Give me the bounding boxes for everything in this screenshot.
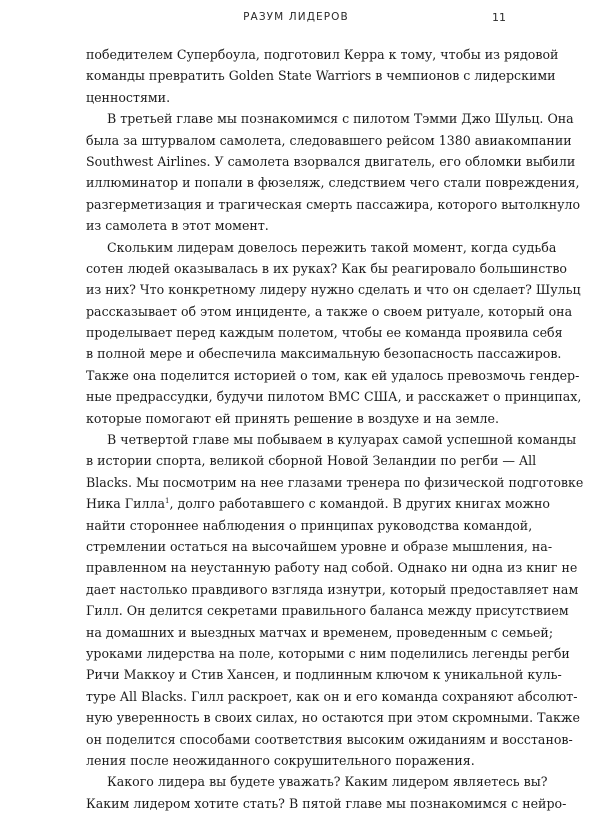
text-line: стремлении остаться на высочайшем уровне и образе мышления, на-	[86, 538, 553, 554]
text-line: в истории спорта, великой сборной Новой Зеландии по регби — All	[86, 453, 537, 469]
text-line: Southwest Airlines. У самолета взорвался двигатель, его обломки выбили	[86, 153, 576, 169]
running-title: РАЗУМ ЛИДЕРОВ	[243, 11, 349, 23]
text-line: на домашних и выездных матчах и временем, проведенным с семьей;	[86, 624, 554, 640]
footnote-mark: 1	[165, 497, 170, 506]
text-line: В четвертой главе мы побываем в кулуарах самой успешной команды	[107, 432, 577, 448]
text-line: была за штурвалом самолета, следовавшего рейсом 1380 авиакомпании	[86, 132, 572, 148]
running-header	[86, 11, 506, 27]
text-line: рассказывает об этом инциденте, а также о своем ритуале, который она	[86, 303, 573, 319]
text-line: Какого лидера вы будете уважать? Каким лидером являетесь вы?	[107, 774, 548, 790]
paragraph	[86, 429, 584, 771]
text-line: дает настолько правдивого взгляда изнутри, который предоставляет нам	[86, 581, 579, 597]
text-line: Каким лидером хотите стать? В пятой главе мы познакомимся с нейро-	[86, 795, 567, 811]
text-line: Blacks. Мы посмотрим на нее глазами тренера по физической подготовке	[86, 474, 584, 490]
text-line: иллюминатор и попали в фюзеляж, следствием чего стали повреждения,	[86, 175, 580, 191]
body-text	[86, 44, 584, 814]
text-line: уроками лидерства на поле, которыми с ним поделились легенды регби	[86, 645, 570, 661]
paragraph	[86, 44, 559, 108]
text-segment: найти	[86, 517, 126, 533]
text-line: которые помогают ей принять решение в воздухе и на земле.	[86, 410, 499, 426]
text-line	[86, 515, 533, 536]
text-segment: стороннее наблюдения о принципах руководства командой,	[129, 517, 533, 533]
text-line: он поделится способами соответствия высоким ожиданиям и восстанов-	[86, 731, 573, 747]
text-segment: , долго работавшего с командой. В других книгах можно	[169, 496, 550, 512]
text-line: Ричи Маккоу и Стив Хансен, и подлинным ключом к уникальной куль-	[86, 667, 562, 683]
text-line: команды превратить Golden State Warriors в чемпионов с лидерскими	[86, 68, 556, 84]
text-line: В третьей главе мы познакомимся с пилотом Тэмми Джо Шульц. Она	[107, 111, 574, 127]
text-line-with-footnote	[86, 493, 550, 514]
text-line: Скольким лидерам довелось пережить такой момент, когда судьба	[107, 239, 557, 255]
text-line: победителем Супербоула, подготовил Керра к тому, чтобы из рядовой	[86, 47, 559, 62]
paragraph	[86, 237, 582, 430]
text-line: из самолета в этот момент.	[86, 218, 269, 234]
text-line: ные предрассудки, будучи пилотом ВМС США, и расскажет о принципах,	[86, 389, 582, 405]
text-line: ления после неожиданного сокрушительного поражения.	[86, 752, 475, 768]
text-line: туре All Blacks. Гилл раскроет, как он и его команда сохраняют абсолют-	[86, 688, 578, 704]
text-segment: Ника Гилла	[86, 496, 165, 512]
text-line: правленном на неустанную работу над собой. Однако ни одна из книг не	[86, 560, 578, 576]
text-line: в полной мере и обеспечила максимальную безопасность пассажиров.	[86, 346, 562, 362]
text-line: ценностями.	[86, 89, 171, 105]
paragraph	[86, 771, 567, 814]
text-line: Гилл. Он делится секретами правильного баланса между присутствием	[86, 603, 569, 619]
text-line: сотен людей оказывалась в их руках? Как бы реагировало большинство	[86, 260, 567, 276]
page-number: 11	[492, 11, 506, 24]
text-line: Также она поделится историей о том, как ей удалось превозмочь гендер-	[86, 367, 580, 383]
text-line: разгерметизация и трагическая смерть пассажира, которого вытолкнуло	[86, 196, 581, 212]
text-line: из них? Что конкретному лидеру нужно сделать и что он сделает? Шульц	[86, 282, 581, 298]
text-line: ную уверенность в своих силах, но остаются при этом скромными. Также	[86, 710, 580, 726]
paragraph	[86, 108, 581, 236]
text-line: проделывает перед каждым полетом, чтобы ее команда проявила себя	[86, 325, 563, 341]
